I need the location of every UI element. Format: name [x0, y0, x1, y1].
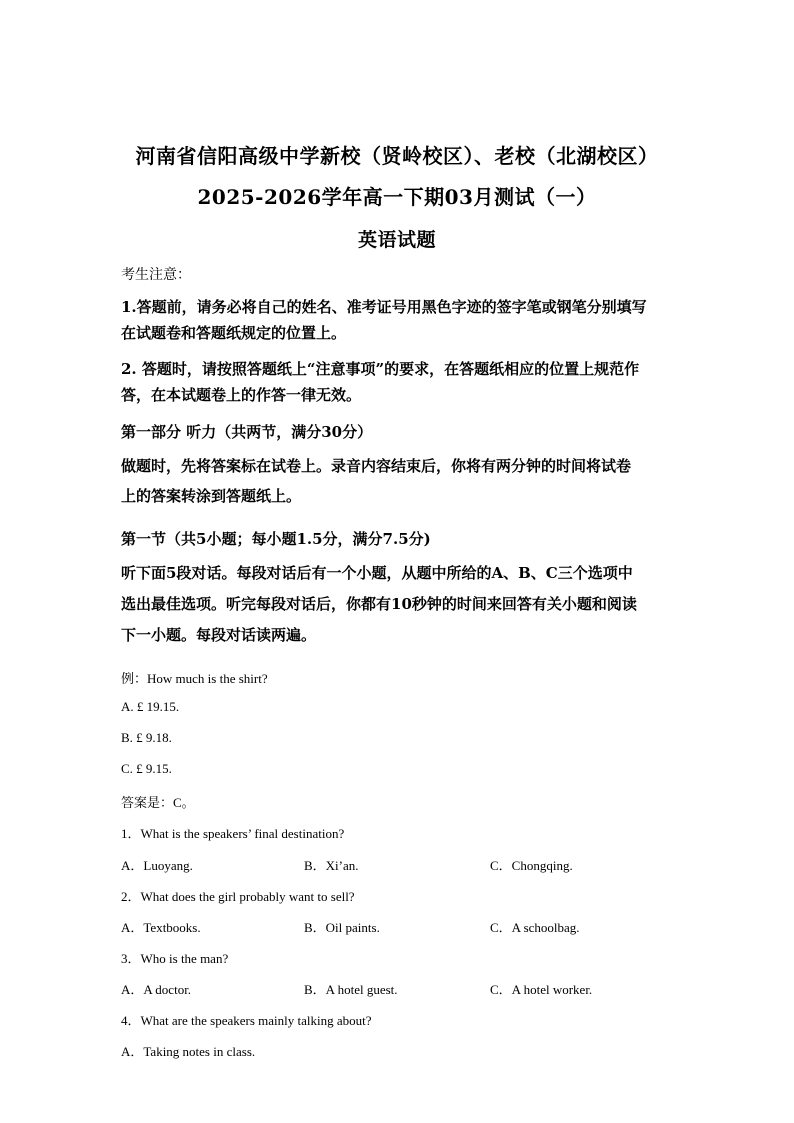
- question-option-c: C．Chongqing.: [490, 858, 573, 873]
- notice-item2-line2: 答，在本试题卷上的作答一律无效。: [121, 386, 362, 404]
- question-stem: 3．Who is the man?: [121, 951, 229, 966]
- example-option-a: A. £ 19.15.: [121, 699, 180, 714]
- question-option-a: A．Textbooks.: [121, 920, 201, 935]
- part1-instruction-line2: 上的答案转涂到答题纸上。: [121, 487, 302, 505]
- question-option-b: B．A hotel guest.: [304, 982, 398, 997]
- exam-title-line1: 河南省信阳高级中学新校（贤岭校区）、老校（北湖校区）: [135, 144, 659, 168]
- question-option-b: B．Oil paints.: [304, 920, 380, 935]
- section1-heading: 第一节（共5小题；每小题1.5分，满分7.5分): [121, 530, 431, 548]
- notice-item1-line1: 1.答题前，请务必将自己的姓名、准考证号用黑色字迹的签字笔或钢笔分别填写: [121, 298, 647, 316]
- question-stem: 4．What are the speakers mainly talking about?: [121, 1013, 372, 1028]
- notice-heading: 考生注意：: [121, 268, 191, 283]
- question-option-a: A．A doctor.: [121, 982, 192, 997]
- notice-item2-line1: 2. 答题时，请按照答题纸上“注意事项”的要求，在答题纸相应的位置上规范作: [121, 360, 640, 378]
- question-option-c: C．A hotel worker.: [490, 982, 593, 997]
- question-stem: 1．What is the speakers’ final destination?: [121, 826, 345, 841]
- example-option-b: B. £ 9.18.: [121, 730, 172, 745]
- question-option-b: B．Xi’an.: [304, 858, 359, 873]
- exam-title-line2: 2025-2026学年高一下期03月测试（一）: [197, 185, 597, 209]
- notice-item1-line2: 在试题卷和答题纸规定的位置上。: [121, 324, 347, 342]
- question-stem: 2．What does the girl probably want to sell?: [121, 889, 355, 904]
- example-question: 例：How much is the shirt?: [121, 671, 268, 686]
- question-option-a: A．Luoyang.: [121, 858, 193, 873]
- question-option-a: A．Taking notes in class.: [121, 1044, 256, 1059]
- example-answer: 答案是：C。: [121, 795, 195, 810]
- part1-instruction-line1: 做题时，先将答案标在试卷上。录音内容结束后，你将有两分钟的时间将试卷: [121, 457, 632, 475]
- question-option-c: C．A schoolbag.: [490, 920, 580, 935]
- example-option-c: C. £ 9.15.: [121, 761, 172, 776]
- section1-instruction-line2: 选出最佳选项。听完每段对话后，你都有10秒钟的时间来回答有关小题和阅读: [121, 595, 637, 613]
- section1-instruction-line3: 下一小题。每段对话读两遍。: [121, 626, 317, 644]
- section1-instruction-line1: 听下面5段对话。每段对话后有一个小题，从题中所给的A、B、C三个选项中: [121, 564, 633, 582]
- subject-title: 英语试题: [357, 229, 436, 251]
- part1-heading: 第一部分 听力（共两节，满分30分）: [121, 423, 373, 441]
